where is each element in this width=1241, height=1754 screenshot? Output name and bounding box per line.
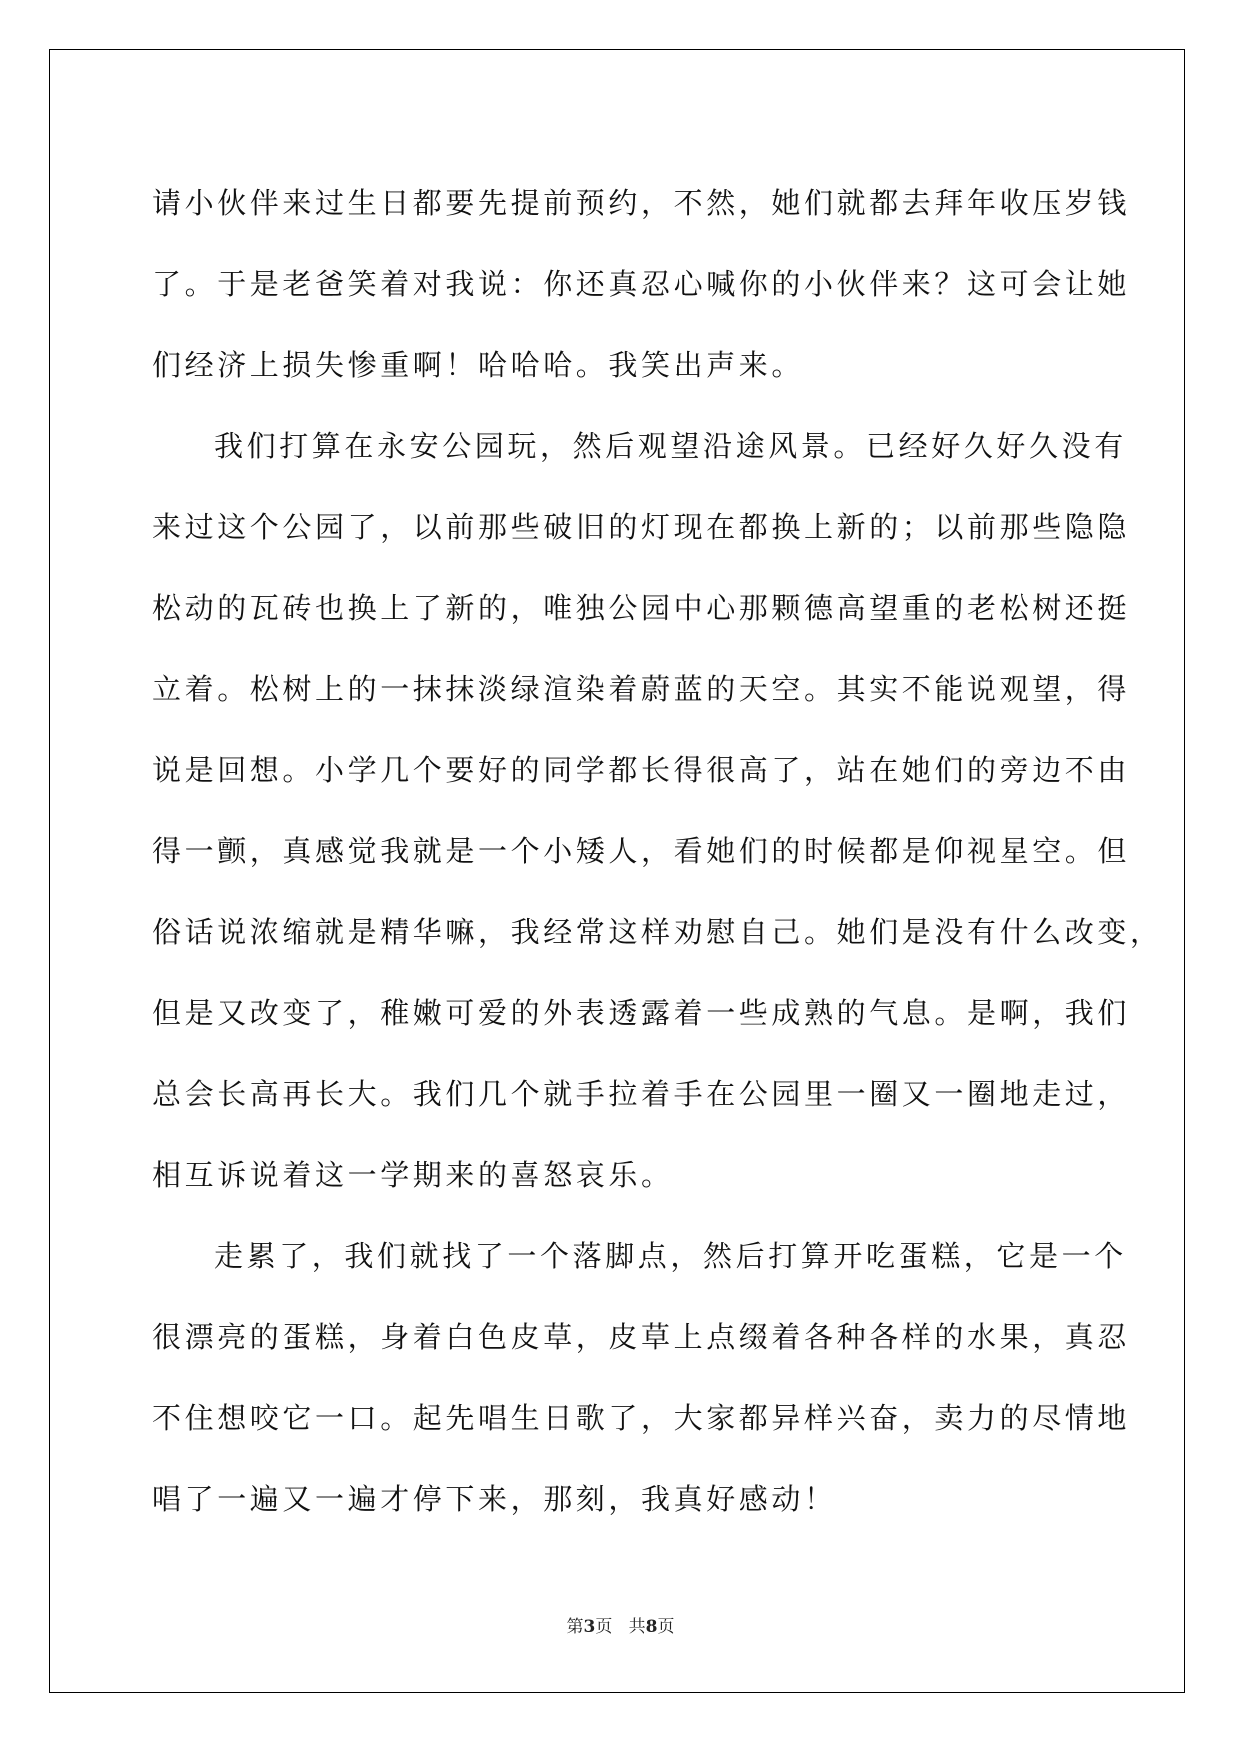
text-line: 唱了一遍又一遍才停下来，那刻，我真好感动！ <box>152 1482 837 1516</box>
text-line: 了。于是老爸笑着对我说：你还真忍心喊你的小伙伴来？这可会让她 <box>152 267 1131 301</box>
text-line: 很漂亮的蛋糕，身着白色皮草，皮草上点缀着各种各样的水果，真忍 <box>152 1320 1131 1354</box>
page-footer <box>0 1612 1241 1637</box>
text-line: 我们打算在永安公园玩，然后观望沿途风景。已经好久好久没有 <box>214 429 1127 463</box>
text-line: 得一颤，真感觉我就是一个小矮人，看她们的时候都是仰视星空。但 <box>152 834 1131 868</box>
total-page-number: 8 <box>645 1617 658 1637</box>
footer-total-suffix: 页 <box>657 1617 675 1637</box>
document-body <box>152 163 1163 1540</box>
text-line: 不住想咬它一口。起先唱生日歌了，大家都异样兴奋，卖力的尽情地 <box>152 1401 1131 1435</box>
footer-page-suffix: 页 <box>595 1617 613 1637</box>
text-line: 总会长高再长大。我们几个就手拉着手在公园里一圈又一圈地走过， <box>152 1077 1131 1111</box>
text-line: 说是回想。小学几个要好的同学都长得很高了，站在她们的旁边不由 <box>152 753 1131 787</box>
text-line: 但是又改变了，稚嫩可爱的外表透露着一些成熟的气息。是啊，我们 <box>152 996 1131 1030</box>
text-line: 松动的瓦砖也换上了新的，唯独公园中心那颗德高望重的老松树还挺 <box>152 591 1131 625</box>
text-line: 俗话说浓缩就是精华嘛，我经常这样劝慰自己。她们是没有什么改变， <box>152 915 1163 949</box>
text-line: 相互诉说着这一学期来的喜怒哀乐。 <box>152 1158 674 1192</box>
text-line: 立着。松树上的一抹抹淡绿渲染着蔚蓝的天空。其实不能说观望，得 <box>152 672 1131 706</box>
text-line: 们经济上损失惨重啊！哈哈哈。我笑出声来。 <box>152 348 805 382</box>
text-line: 请小伙伴来过生日都要先提前预约，不然，她们就都去拜年收压岁钱 <box>152 186 1131 220</box>
text-line: 来过这个公园了，以前那些破旧的灯现在都换上新的；以前那些隐隐 <box>152 510 1131 544</box>
current-page-number: 3 <box>583 1617 596 1637</box>
footer-prefix: 第 <box>566 1617 584 1637</box>
text-line: 走累了，我们就找了一个落脚点，然后打算开吃蛋糕，它是一个 <box>214 1239 1127 1273</box>
footer-total-prefix: 共 <box>628 1617 646 1637</box>
